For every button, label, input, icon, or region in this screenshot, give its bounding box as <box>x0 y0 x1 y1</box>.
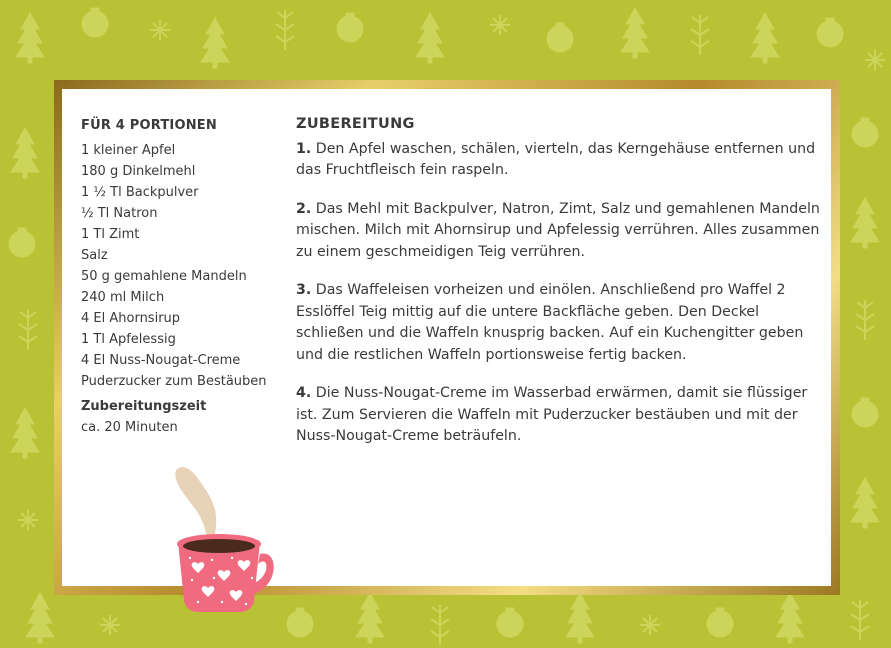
ingredient-item: 50 g gemahlene Mandeln <box>81 269 247 284</box>
ingredient-item: 180 g Dinkelmehl <box>81 164 196 179</box>
ingredient-item: 1 Tl Apfelessig <box>81 332 176 347</box>
ingredient-item: Salz <box>81 248 108 263</box>
step-text: Den Apfel waschen, schälen, vierteln, das Kerngehäuse entfernen und das Fruchtfleisch fein raspeln. <box>296 140 816 178</box>
prep-time-title: Zubereitungszeit <box>81 399 207 414</box>
step-number: 4. <box>296 385 312 401</box>
step-text: Die Nuss-Nougat-Creme im Wasserbad erwärmen, damit sie flüssiger ist. Zum Servieren die Waffeln mit Puderzucker bestäuben und mit der Nuss-Nougat-Creme beträufeln. <box>296 385 808 444</box>
preparation-step <box>296 383 821 448</box>
mug-icon <box>168 462 278 622</box>
preparation-step <box>296 280 821 366</box>
step-number: 1. <box>296 140 312 157</box>
preparation-title: ZUBEREITUNG <box>296 116 415 132</box>
ingredients-column <box>81 115 281 438</box>
step-text: Das Mehl mit Backpulver, Natron, Zimt, Salz und gemahlenen Mandeln mischen. Milch mit Ahornsirup und Apfelessig verrühren. Alles zusammen zu einem geschmeidigen Teig verrühren. <box>296 200 820 260</box>
step-number: 3. <box>296 282 312 298</box>
preparation-step <box>296 139 821 182</box>
step-number: 2. <box>296 200 312 217</box>
ingredient-item: 4 El Nuss-Nougat-Creme <box>81 353 241 368</box>
ingredient-item: 1 kleiner Apfel <box>81 143 176 158</box>
ingredient-item: 4 El Ahornsirup <box>81 311 181 326</box>
prep-time-value: ca. 20 Minuten <box>81 420 178 435</box>
preparation-step <box>296 199 821 264</box>
ingredient-item: ½ Tl Natron <box>81 206 158 221</box>
ingredient-list <box>81 140 281 392</box>
ingredient-item: 240 ml Milch <box>81 290 165 305</box>
ingredient-item: 1 ½ Tl Backpulver <box>81 185 199 200</box>
step-text: Das Waffeleisen vorheizen und einölen. Anschließend pro Waffel 2 Esslöffel Teig mittig auf die untere Backfläche geben. Den Deckel schließen und die Waffeln knusprig backen. Auf ein Kuchengitter geben und die restlichen Waffeln portionsweise fertig backen. <box>296 282 804 363</box>
ingredient-item: Puderzucker zum Bestäuben <box>81 374 267 389</box>
mug-coffee <box>183 539 255 553</box>
ingredients-title: FÜR 4 PORTIONEN <box>81 118 217 133</box>
ingredient-item: 1 Tl Zimt <box>81 227 140 242</box>
preparation-column <box>296 114 821 465</box>
